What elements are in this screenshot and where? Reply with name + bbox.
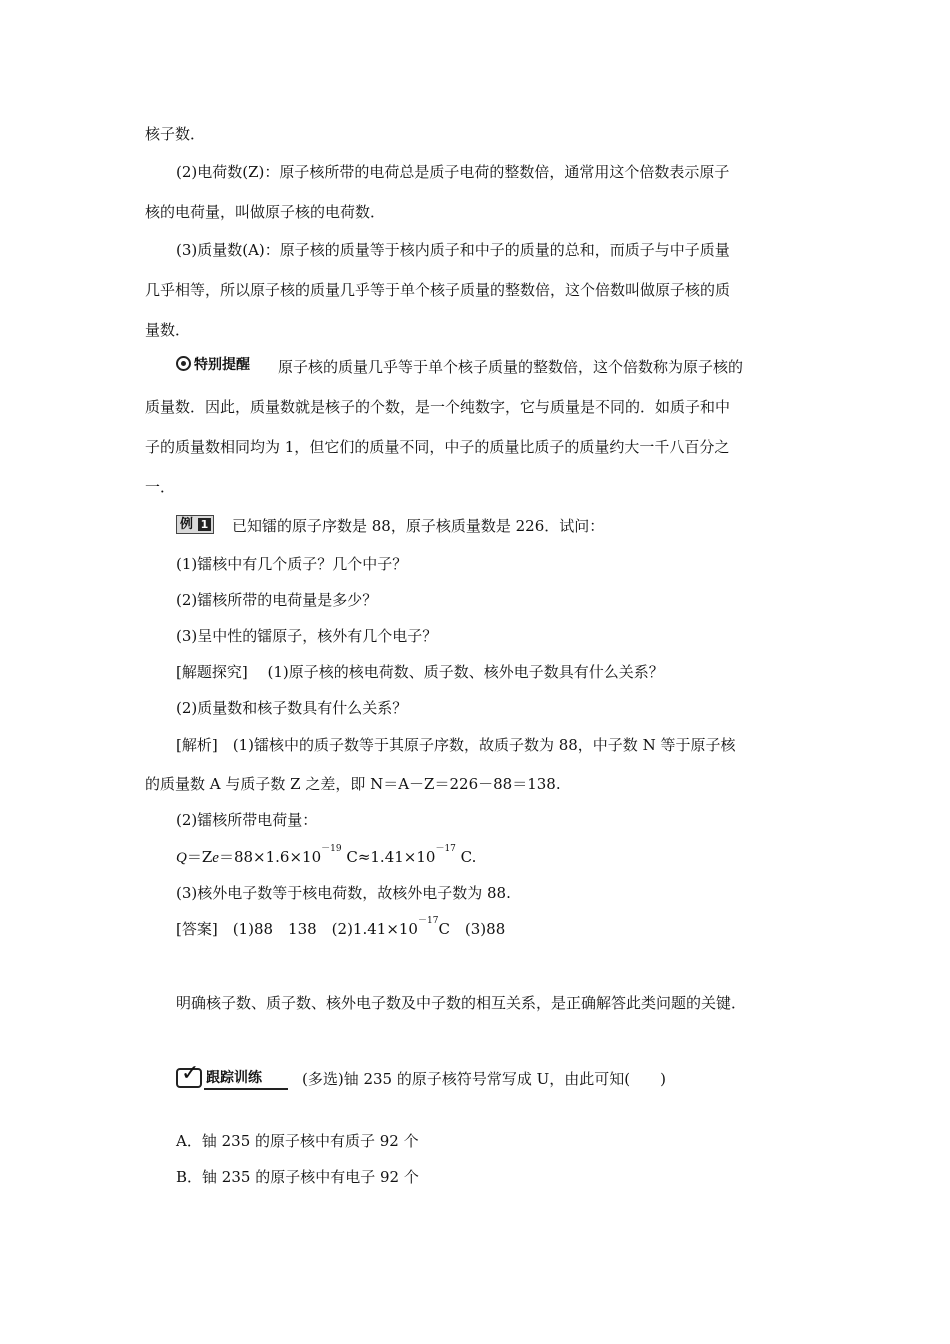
example-question: (1)镭核中有几个质子？几个中子？ — [176, 555, 408, 573]
practice-stem: (多选)铀 235 的原子核符号常写成 U，由此可知( ) — [302, 1070, 666, 1088]
example-question: (3)呈中性的镭原子，核外有几个电子？ — [176, 627, 438, 645]
example-badge — [176, 515, 214, 534]
practice-badge-label: 跟踪训练 — [206, 1070, 262, 1086]
badge-underline — [204, 1088, 288, 1090]
summary-line: 明确核子数、质子数、核外电子数及中子数的相互关系，是正确解答此类问题的关键． — [176, 994, 747, 1012]
explore-line: [解题探究] (1)原子核的核电荷数、质子数、核外电子数具有什么关系？ — [176, 663, 664, 681]
option-b: B．铀 235 的原子核中有电子 92 个 — [176, 1168, 419, 1186]
text-line: 量数． — [145, 321, 191, 339]
explore-line: (2)质量数和核子数具有什么关系？ — [176, 699, 408, 717]
answer-line: [答案] (1)88 138 $(2)1.41\times 10^{-17}C$ (3)88 — [176, 916, 506, 938]
option-a: A．铀 235 的原子核中有质子 92 个 — [176, 1132, 419, 1150]
practice-badge — [176, 1061, 288, 1091]
text-line: 几乎相等，所以原子核的质量几乎等于单个核子质量的整数倍，这个倍数叫做原子核的质 — [145, 281, 731, 299]
example-badge-label: 例 — [180, 517, 194, 532]
text-line: (3)质量数(A)：原子核的质量等于核内质子和中子的质量的总和，而质子与中子质量 — [176, 241, 730, 259]
reminder-line: 原子核的质量几乎等于单个核子质量的整数倍，这个倍数称为原子核的 — [278, 358, 744, 376]
example-question: (2)镭核所带的电荷量是多少？ — [176, 591, 378, 609]
text-line: 核的电荷量，叫做原子核的电荷数． — [145, 203, 386, 221]
charge-formula: $Q=Ze=88\times 1.6\times 10^{-19}$ $C\approx 1.41\times 10^{-17}$ C. — [176, 844, 477, 866]
analysis-line: (3)核外电子数等于核电荷数，故核外电子数为 88. — [176, 884, 511, 902]
special-reminder-badge — [176, 355, 250, 375]
reminder-line: 一． — [145, 478, 176, 496]
reminder-line: 子的质量数相同均为 1，但它们的质量不同，中子的质量比质子的质量约大一千八百分之 — [145, 438, 730, 456]
example-stem: 已知镭的原子序数是 88，原子核质量数是 226．试问： — [232, 517, 605, 535]
text-line: (2)电荷数(Z)：原子核所带的电荷总是质子电荷的整数倍，通常用这个倍数表示原子 — [176, 163, 730, 181]
text-line: 核子数． — [145, 125, 206, 143]
analysis-line: 的质量数 A 与质子数 Z 之差，即 N＝A－Z＝226－88＝138. — [145, 775, 561, 793]
reminder-line: 质量数．因此，质量数就是核子的个数，是一个纯数字，它与质量是不同的．如质子和中 — [145, 398, 731, 416]
reminder-badge-label: 特别提醒 — [194, 357, 250, 373]
example-badge-number: 1 — [198, 518, 211, 531]
analysis-line: (2)镭核所带电荷量： — [176, 811, 318, 829]
checkmark-icon: ✓ — [181, 1061, 200, 1086]
target-icon — [176, 356, 191, 371]
analysis-line: [解析] (1)镭核中的质子数等于其原子序数，故质子数为 88，中子数 N 等于原子核 — [176, 736, 736, 754]
